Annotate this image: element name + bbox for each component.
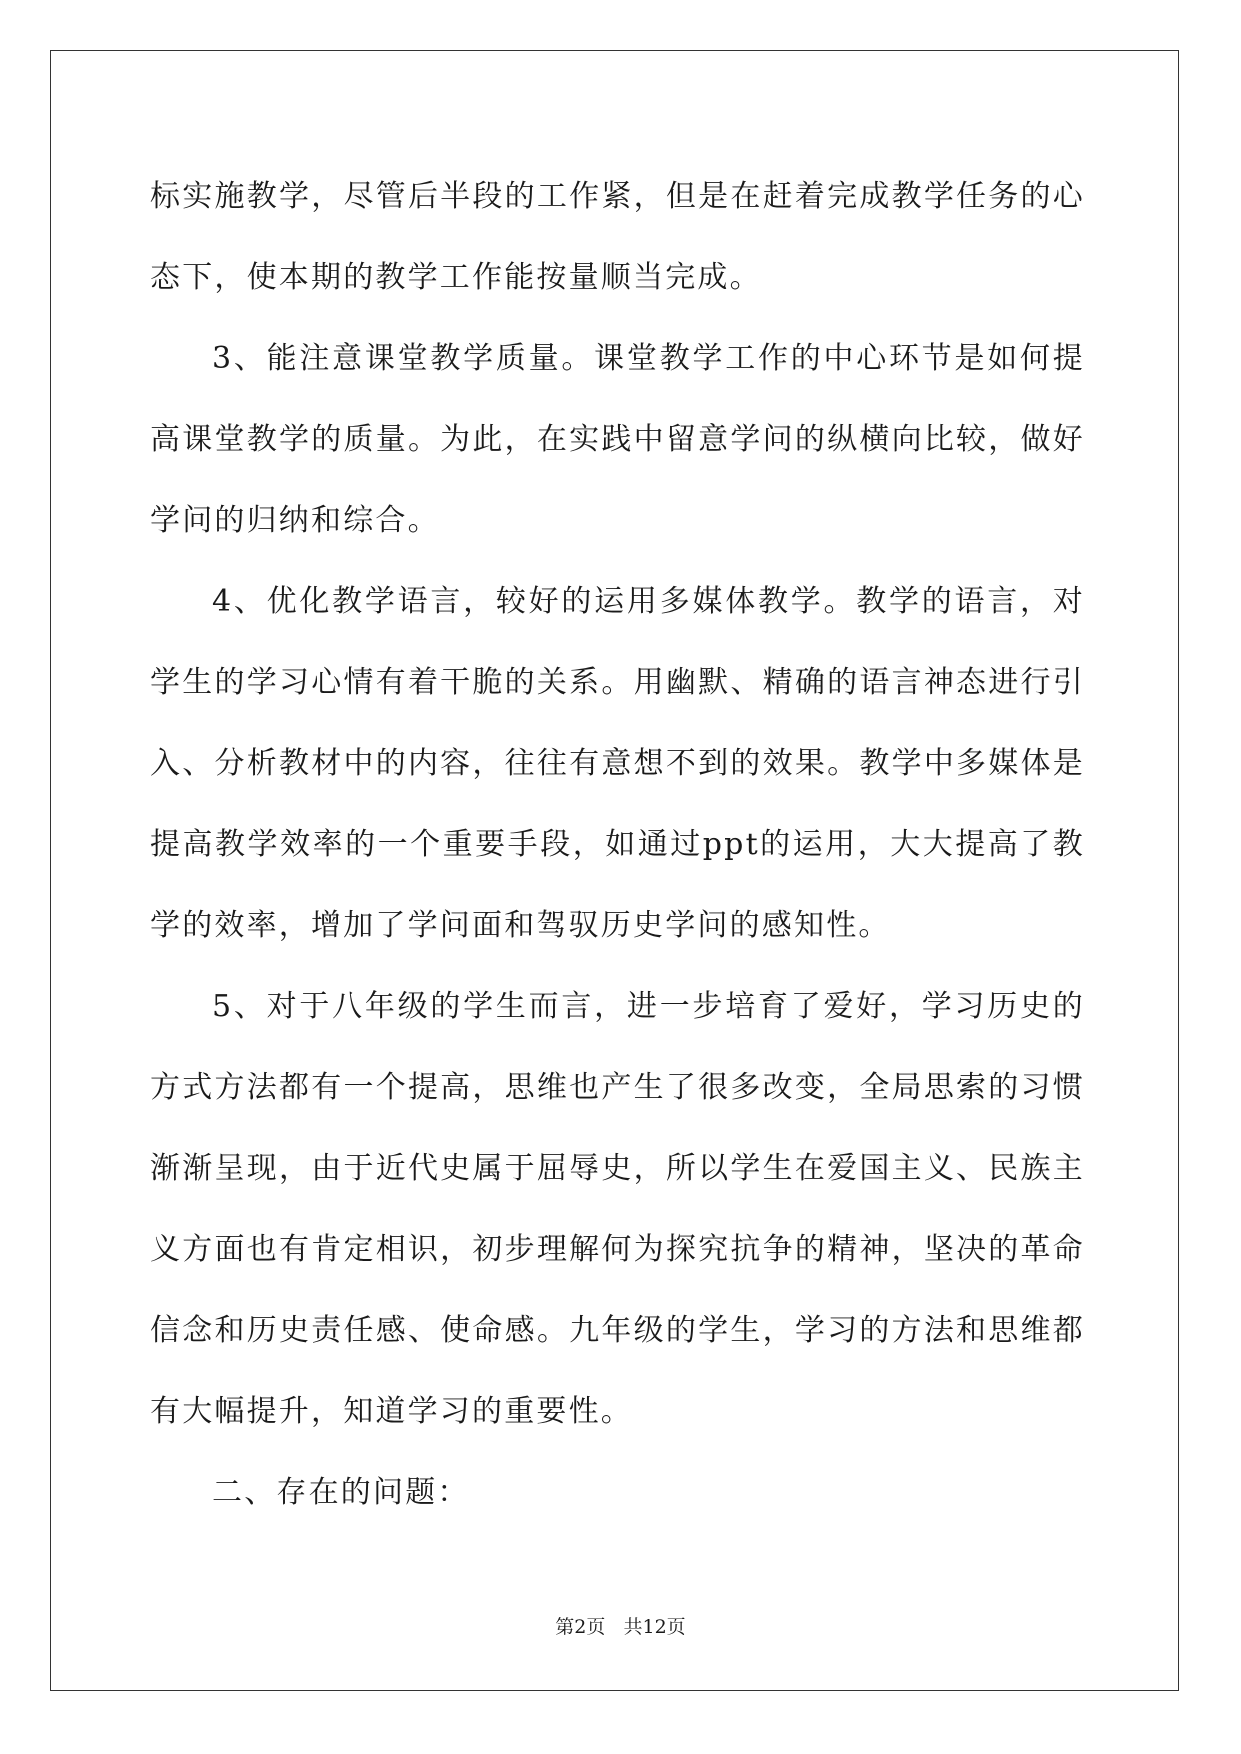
paragraph-item-5: 5、对于八年级的学生而言，进一步培育了爱好，学习历史的方式方法都有一个提高，思维也产生了很多改变，全局思索的习惯渐渐呈现，由于近代史属于屈辱史，所以学生在爱国主义、民族主义方面也有肯定相识，初步理解何为探究抗争的精神，坚决的革命信念和历史责任感、使命感。九年级的学生，学习的方法和思维都有大幅提升，知道学习的重要性。: [150, 989, 1085, 1429]
paragraph-item-3: 3、能注意课堂教学质量。课堂教学工作的中心环节是如何提高课堂教学的质量。为此，在实践中留意学问的纵横向比较，做好学问的归纳和综合。: [150, 341, 1085, 538]
section-heading-problems: 二、存在的问题：: [212, 1475, 470, 1510]
paragraph-continuation: 标实施教学，尽管后半段的工作紧，但是在赶着完成教学任务的心态下，使本期的教学工作能按量顺当完成。: [150, 179, 1085, 295]
paragraph-item-4: 4、优化教学语言，较好的运用多媒体教学。教学的语言，对学生的学习心情有着干脆的关系。用幽默、精确的语言神态进行引入、分析教材中的内容，往往有意想不到的效果。教学中多媒体是提高教学效率的一个重要手段，如通过ppt的运用，大大提高了教学的效率，增加了学问面和驾驭历史学问的感知性。: [150, 584, 1085, 943]
document-body: [150, 156, 1085, 1533]
page-number-footer: 第2页 共12页: [555, 1616, 686, 1638]
